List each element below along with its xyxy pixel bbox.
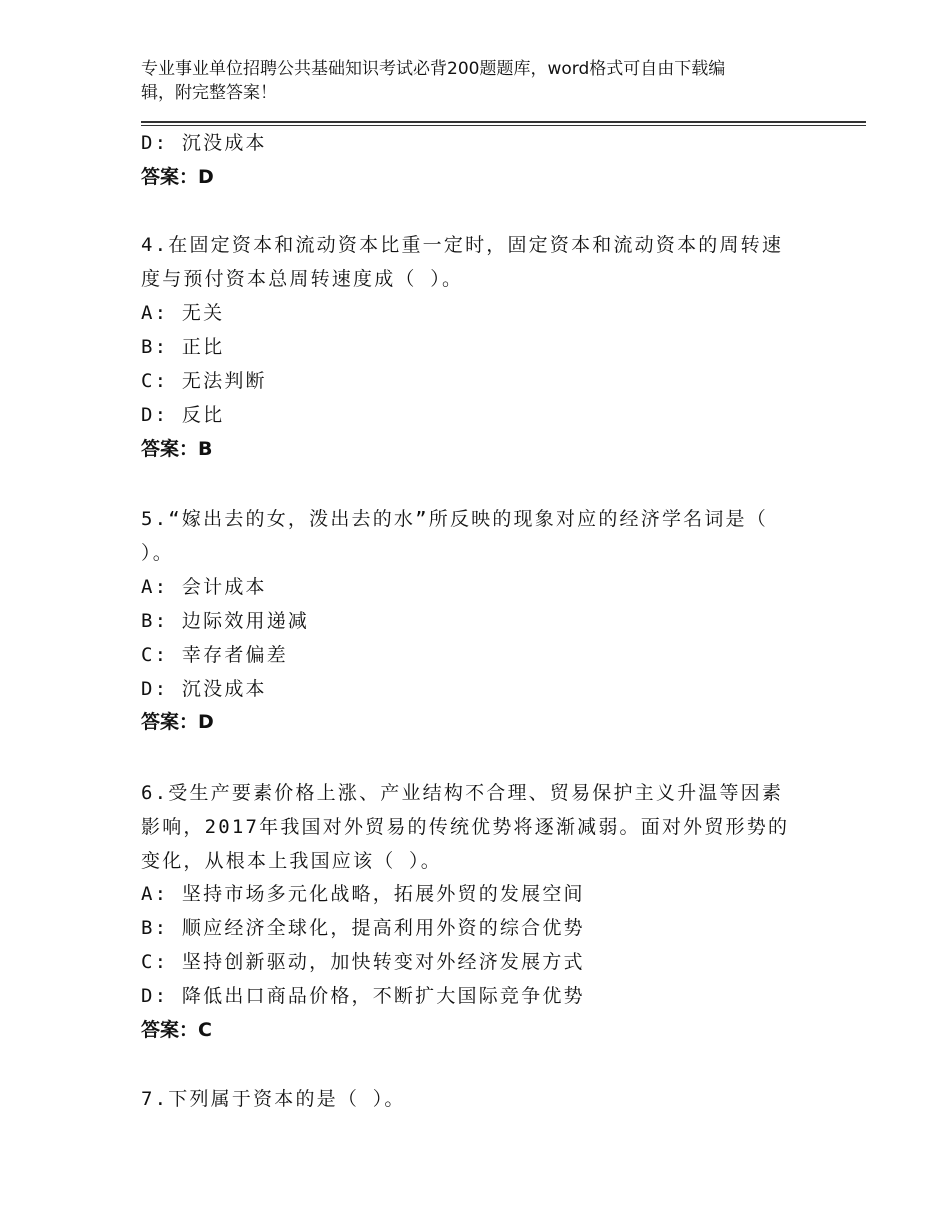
- q5-option-a: A: 会计成本: [141, 576, 267, 598]
- header-line-1: 专业事业单位招聘公共基础知识考试必背200题题库，word格式可自由下载编: [141, 59, 726, 79]
- header-divider-thick: [141, 121, 866, 123]
- q6-answer: 答案：C: [141, 1019, 212, 1041]
- q4-option-b: B: 正比: [141, 336, 225, 358]
- prev-answer: 答案：D: [141, 166, 214, 188]
- q6-option-d: D: 降低出口商品价格，不断扩大国际竞争优势: [141, 985, 585, 1007]
- q5-stem-line-2: ）。: [141, 542, 174, 564]
- q4-stem-line-2: 度与预付资本总周转速度成（ ）。: [141, 268, 464, 290]
- q5-option-c: C: 幸存者偏差: [141, 644, 288, 666]
- document-header: [141, 57, 821, 105]
- q7-stem-line-1: 7.下列属于资本的是（ ）。: [141, 1088, 406, 1110]
- q4-option-d: D: 反比: [141, 404, 225, 426]
- q5-option-d: D: 沉没成本: [141, 678, 267, 700]
- q4-stem-line-1: 4.在固定资本和流动资本比重一定时，固定资本和流动资本的周转速: [141, 234, 784, 256]
- q5-stem-line-1: 5.“嫁出去的女，泼出去的水”所反映的现象对应的经济学名词是（: [141, 508, 768, 530]
- q5-option-b: B: 边际效用递减: [141, 610, 310, 632]
- q6-option-a: A: 坚持市场多元化战略，拓展外贸的发展空间: [141, 883, 585, 905]
- q6-stem-line-1: 6.受生产要素价格上涨、产业结构不合理、贸易保护主义升温等因素: [141, 782, 784, 804]
- q4-option-a: A: 无关: [141, 302, 225, 324]
- header-line-2: 辑，附完整答案！: [141, 83, 277, 103]
- q4-option-c: C: 无法判断: [141, 370, 267, 392]
- q6-stem-line-2: 影响，2017年我国对外贸易的传统优势将逐渐减弱。面对外贸形势的: [141, 816, 790, 838]
- prev-option-d: D: 沉没成本: [141, 132, 267, 154]
- q6-option-b: B: 顺应经济全球化，提高利用外资的综合优势: [141, 917, 585, 939]
- q6-stem-line-3: 变化，从根本上我国应该（ ）。: [141, 850, 442, 872]
- q6-option-c: C: 坚持创新驱动，加快转变对外经济发展方式: [141, 951, 585, 973]
- q5-answer: 答案：D: [141, 711, 214, 733]
- q4-answer: 答案：B: [141, 438, 213, 460]
